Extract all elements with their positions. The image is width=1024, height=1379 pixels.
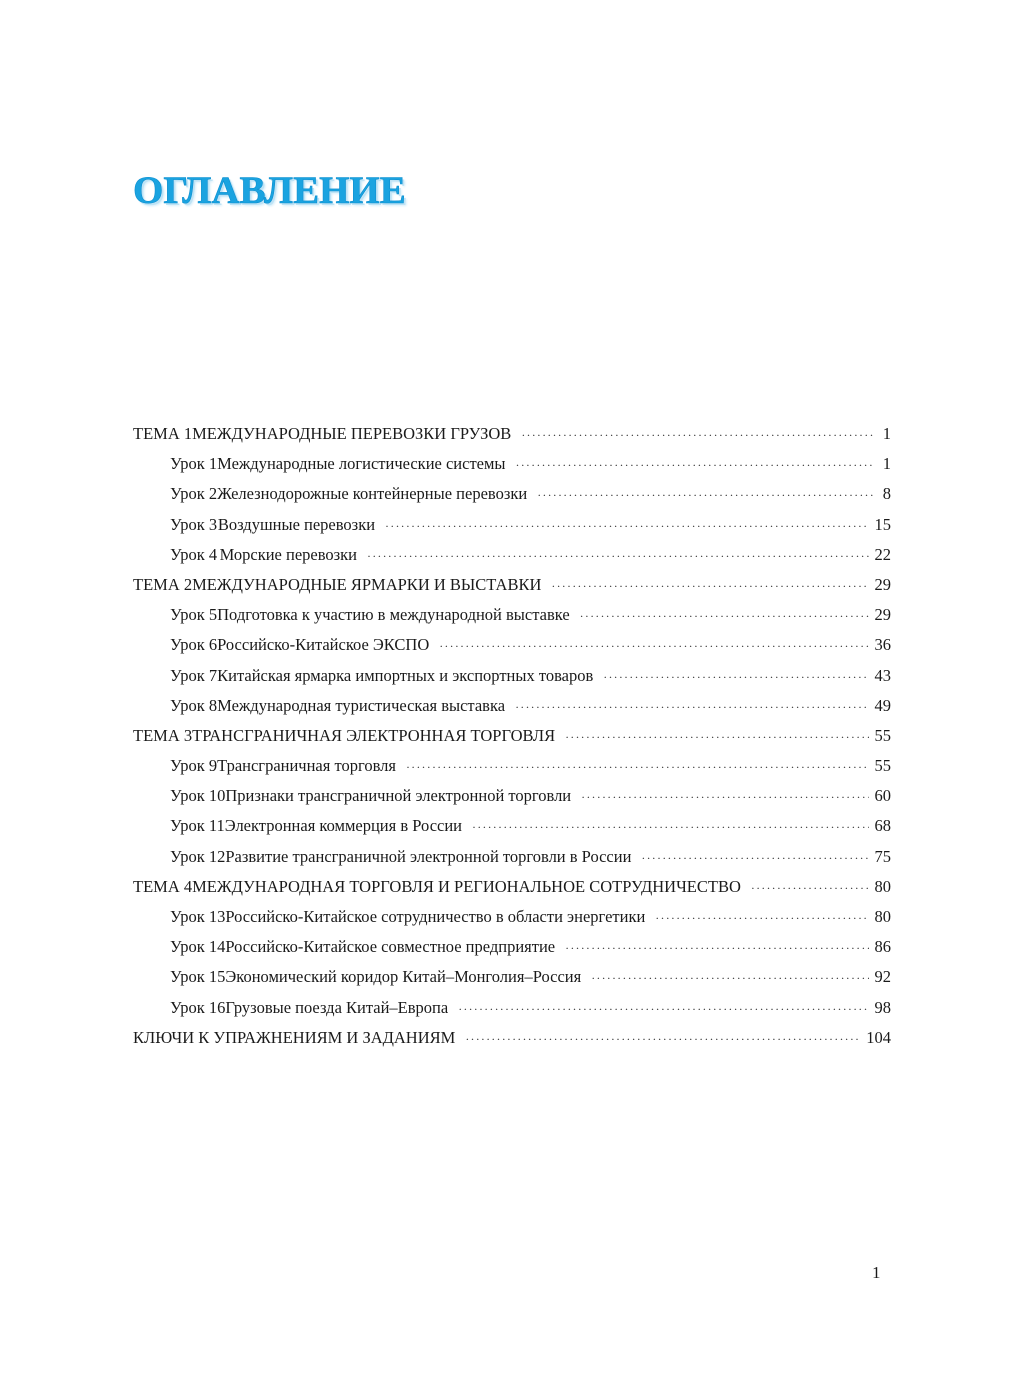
entry-number: Урок 7 <box>170 665 218 685</box>
entry-title: Воздушные перевозки <box>217 514 376 534</box>
toc-lesson-entry[interactable] <box>133 937 891 967</box>
toc-lesson-entry[interactable] <box>133 635 891 665</box>
entry-number: Урок 14 <box>170 937 226 957</box>
entry-page-number: 86 <box>874 937 891 957</box>
entry-page-number: 60 <box>874 786 891 806</box>
entry-title: Развитие трансграничной электронной торговли в России <box>225 846 632 866</box>
entry-number: Урок 2 <box>170 484 218 504</box>
entry-number: Урок 9 <box>170 756 218 776</box>
dot-leader <box>581 790 868 805</box>
dot-leader <box>551 579 868 594</box>
entry-title: Электронная коммерция в России <box>224 816 463 836</box>
toc-topic-entry[interactable] <box>133 575 891 605</box>
entry-number: Урок 10 <box>170 786 226 806</box>
toc-lesson-entry[interactable] <box>133 454 891 484</box>
entry-page-number: 22 <box>874 544 891 564</box>
page-number: 1 <box>872 1263 881 1282</box>
dot-leader <box>565 941 868 956</box>
dot-leader <box>521 428 875 443</box>
entry-title: Грузовые поезда Китай–Европа <box>225 997 449 1017</box>
entry-title: Подготовка к участию в международной выставке <box>217 605 570 625</box>
toc-lesson-entry[interactable] <box>133 756 891 786</box>
toc-lesson-entry[interactable] <box>133 484 891 514</box>
dot-leader <box>458 1002 868 1017</box>
entry-number: Урок 4 <box>170 544 218 564</box>
toc-lesson-entry[interactable] <box>133 998 891 1028</box>
entry-title: Морские перевозки <box>219 544 358 564</box>
entry-page-number: 98 <box>874 997 891 1017</box>
entry-title: Российско-Китайское сотрудничество в области энергетики <box>225 907 646 926</box>
dot-leader <box>385 519 868 534</box>
toc-lesson-entry[interactable] <box>133 907 891 937</box>
entry-number: ТЕМА 2 <box>133 574 193 594</box>
page-title: ОГЛАВЛЕНИЕ <box>133 169 406 212</box>
entry-number: Урок 11 <box>170 816 225 836</box>
dot-leader <box>751 881 869 896</box>
dot-leader <box>591 971 868 986</box>
entry-title: Российско-Китайское ЭКСПО <box>217 635 430 655</box>
entry-title: Китайская ярмарка импортных и экспортных товаров <box>217 665 594 685</box>
dot-leader <box>641 851 868 866</box>
table-of-contents <box>133 424 891 1058</box>
toc-lesson-entry[interactable] <box>133 967 891 997</box>
entry-number: Урок 1 <box>170 454 218 474</box>
toc-topic-entry[interactable] <box>133 877 891 907</box>
entry-title: Международные логистические системы <box>217 454 506 474</box>
dot-leader <box>537 488 875 503</box>
toc-lesson-entry[interactable] <box>133 545 891 575</box>
toc-topic-entry[interactable] <box>133 424 891 454</box>
entry-title: Трансграничная торговля <box>217 756 396 776</box>
entry-page-number: 92 <box>874 967 891 987</box>
entry-page-number: 1 <box>882 454 891 474</box>
entry-page-number: 29 <box>874 605 891 625</box>
entry-page-number: 75 <box>874 846 891 866</box>
dot-leader <box>655 911 868 926</box>
entry-page-number: 36 <box>874 635 891 655</box>
dot-leader <box>515 700 868 715</box>
entry-number: Урок 16 <box>170 997 226 1017</box>
entry-title: МЕЖДУНАРОДНЫЕ ЯРМАРКИ И ВЫСТАВКИ <box>192 574 542 594</box>
entry-page-number: 55 <box>874 756 891 776</box>
entry-title: Российско-Китайское совместное предприятие <box>225 937 556 957</box>
entry-number: ТЕМА 1 <box>133 424 193 443</box>
entry-number: ТЕМА 4 <box>133 876 193 896</box>
entry-number: Урок 5 <box>170 605 218 625</box>
dot-leader <box>406 760 869 775</box>
toc-lesson-entry[interactable] <box>133 605 891 635</box>
toc-lesson-entry[interactable] <box>133 816 891 846</box>
entry-title: Признаки трансграничной электронной торговли <box>225 786 572 806</box>
entry-page-number: 1 <box>882 424 891 443</box>
entry-title: ТРАНСГРАНИЧНАЯ ЭЛЕКТРОННАЯ ТОРГОВЛЯ <box>192 725 556 745</box>
entry-page-number: 43 <box>874 665 891 685</box>
toc-topic-entry[interactable] <box>133 726 891 756</box>
entry-number: Урок 6 <box>170 635 218 655</box>
dot-leader <box>465 1032 860 1047</box>
dot-leader <box>439 639 868 654</box>
entry-title: МЕЖДУНАРОДНАЯ ТОРГОВЛЯ И РЕГИОНАЛЬНОЕ СОТРУДНИЧЕСТВО <box>192 876 741 896</box>
toc-lesson-entry[interactable] <box>133 515 891 545</box>
toc-lesson-entry[interactable] <box>133 786 891 816</box>
entry-page-number: 80 <box>874 907 891 926</box>
entry-page-number: 49 <box>874 695 891 715</box>
dot-leader <box>472 820 868 835</box>
entry-page-number: 104 <box>866 1027 891 1047</box>
entry-number: Урок 13 <box>170 907 226 926</box>
toc-lesson-entry[interactable] <box>133 847 891 877</box>
toc-lesson-entry[interactable] <box>133 696 891 726</box>
entry-page-number: 8 <box>882 484 891 504</box>
entry-page-number: 55 <box>874 725 891 745</box>
dot-leader <box>516 458 875 473</box>
entry-page-number: 68 <box>874 816 891 836</box>
toc-topic-entry[interactable] <box>133 1028 891 1058</box>
entry-title: Железнодорожные контейнерные перевозки <box>217 484 528 504</box>
entry-title: КЛЮЧИ К УПРАЖНЕНИЯМ И ЗАДАНИЯМ <box>133 1027 456 1047</box>
entry-title: Экономический коридор Китай–Монголия–Россия <box>225 967 582 987</box>
toc-lesson-entry[interactable] <box>133 666 891 696</box>
dot-leader <box>603 670 868 685</box>
entry-number: Урок 8 <box>170 695 218 715</box>
entry-page-number: 29 <box>874 574 891 594</box>
entry-number: ТЕМА 3 <box>133 725 193 745</box>
entry-page-number: 15 <box>874 514 891 534</box>
entry-number: Урок 12 <box>170 846 226 866</box>
dot-leader <box>580 609 869 624</box>
entry-title: Международная туристическая выставка <box>217 695 506 715</box>
entry-page-number: 80 <box>874 876 891 896</box>
entry-number: Урок 3 <box>170 514 218 534</box>
entry-title: МЕЖДУНАРОДНЫЕ ПЕРЕВОЗКИ ГРУЗОВ <box>192 424 512 443</box>
dot-leader <box>565 730 868 745</box>
entry-number: Урок 15 <box>170 967 226 987</box>
dot-leader <box>367 549 868 564</box>
